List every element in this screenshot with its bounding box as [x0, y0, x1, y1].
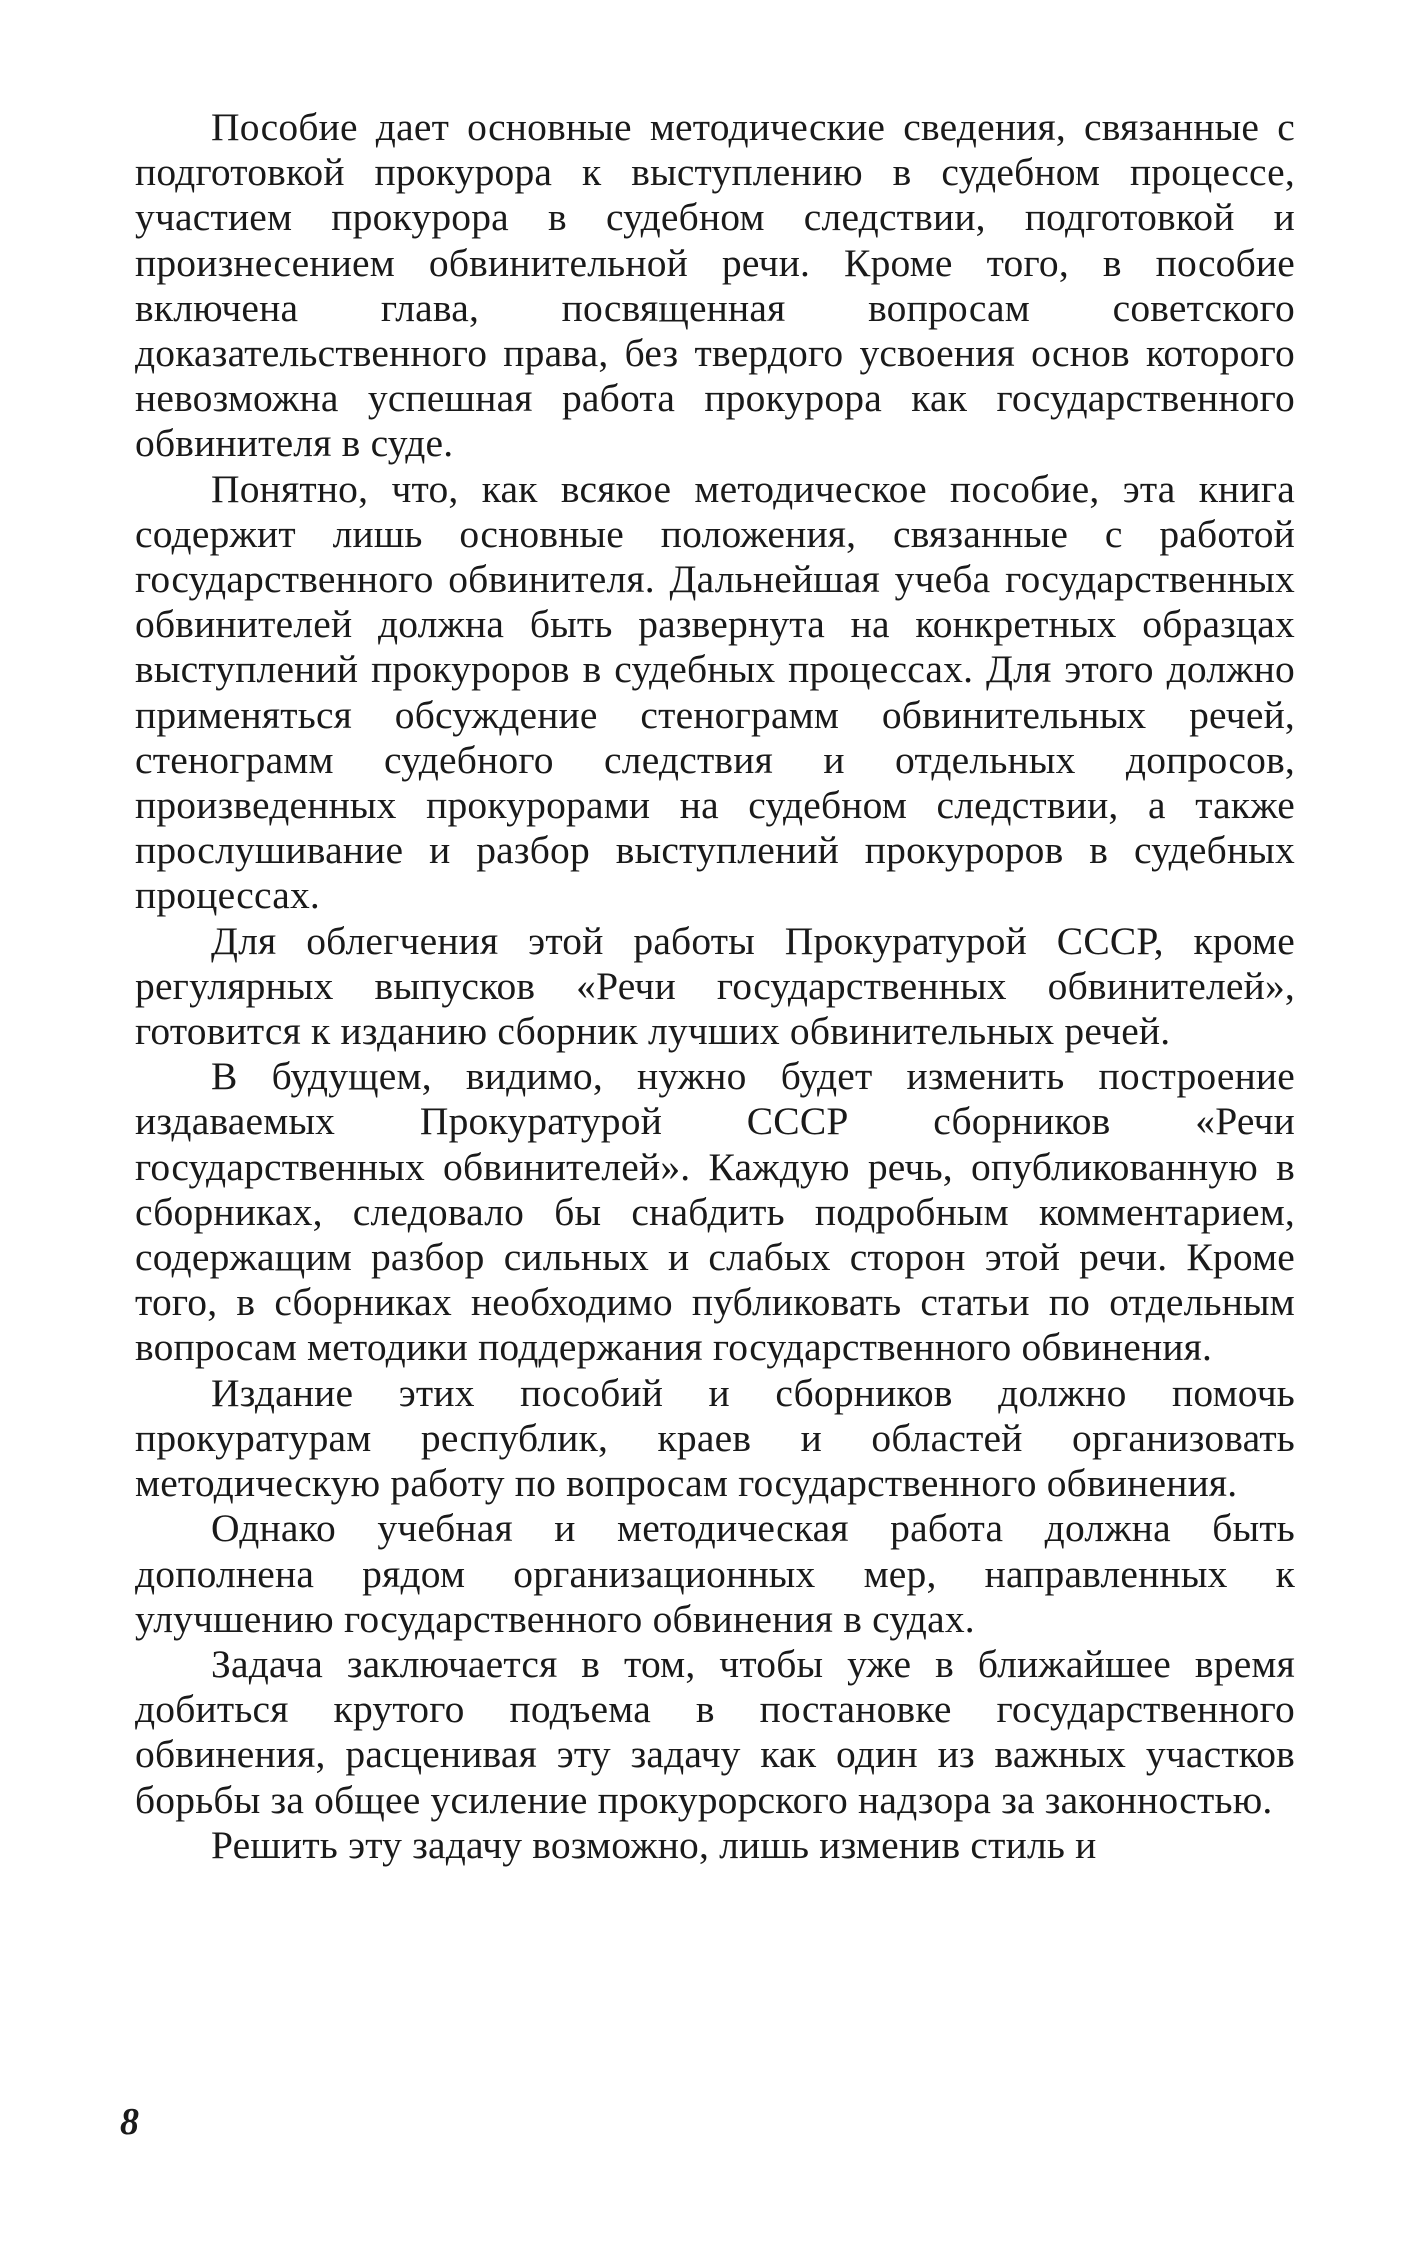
paragraph-1: Пособие дает основные методические сведения, связанные с подготовкой прокурора к выступлению в судебном процессе, участием прокурора в судебном следствии, подготовкой и произнесением обвинительной речи. Кроме того, в пособие включена глава, посвященная вопросам советского доказательственного права, без твердого усвоения основ которого невозможна успешная работа прокурора как государственного обвинителя в суде.: [135, 105, 1295, 466]
paragraph-5: Издание этих пособий и сборников должно помочь прокуратурам республик, краев и областей организовать методическую работу по вопросам государственного обвинения.: [135, 1370, 1295, 1506]
paragraph-7: Задача заключается в том, чтобы уже в ближайшее время добиться крутого подъема в постановке государственного обвинения, расценивая эту задачу как один из важных участков борьбы за общее усиление прокурорского надзора за законностью.: [135, 1641, 1295, 1822]
body-text: [135, 105, 1295, 1868]
paragraph-8: Решить эту задачу возможно, лишь изменив стиль и: [211, 1822, 1097, 1867]
paragraph-4: В будущем, видимо, нужно будет изменить построение издаваемых Прокуратурой СССР сборников «Речи государственных обвинителей». Каждую речь, опубликованную в сборниках, следовало бы снабдить подробным комментарием, содержащим разбор сильных и слабых сторон этой речи. Кроме того, в сборниках необходимо публиковать статьи по отдельным вопросам методики поддержания государственного обвинения.: [135, 1054, 1295, 1370]
page-number: 8: [120, 2101, 139, 2143]
paragraph-6: Однако учебная и методическая работа должна быть дополнена рядом организационных мер, направленных к улучшению государственного обвинения в судах.: [135, 1506, 1295, 1641]
paragraph-2: Понятно, что, как всякое методическое пособие, эта книга содержит лишь основные положения, связанные с работой государственного обвинителя. Дальнейшая учеба государственных обвинителей должна быть развернута на конкретных образцах выступлений прокуроров в судебных процессах. Для этого должно применяться обсуждение стенограмм обвинительных речей, стенограмм судебного следствия и отдельных допросов, произведенных прокурорами на судебном следствии, а также прослушивание и разбор выступлений прокуроров в судебных процессах.: [135, 466, 1295, 918]
paragraph-3: Для облегчения этой работы Прокуратурой СССР, кроме регулярных выпусков «Речи государственных обвинителей», готовится к изданию сборник лучших обвинительных речей.: [135, 918, 1295, 1054]
